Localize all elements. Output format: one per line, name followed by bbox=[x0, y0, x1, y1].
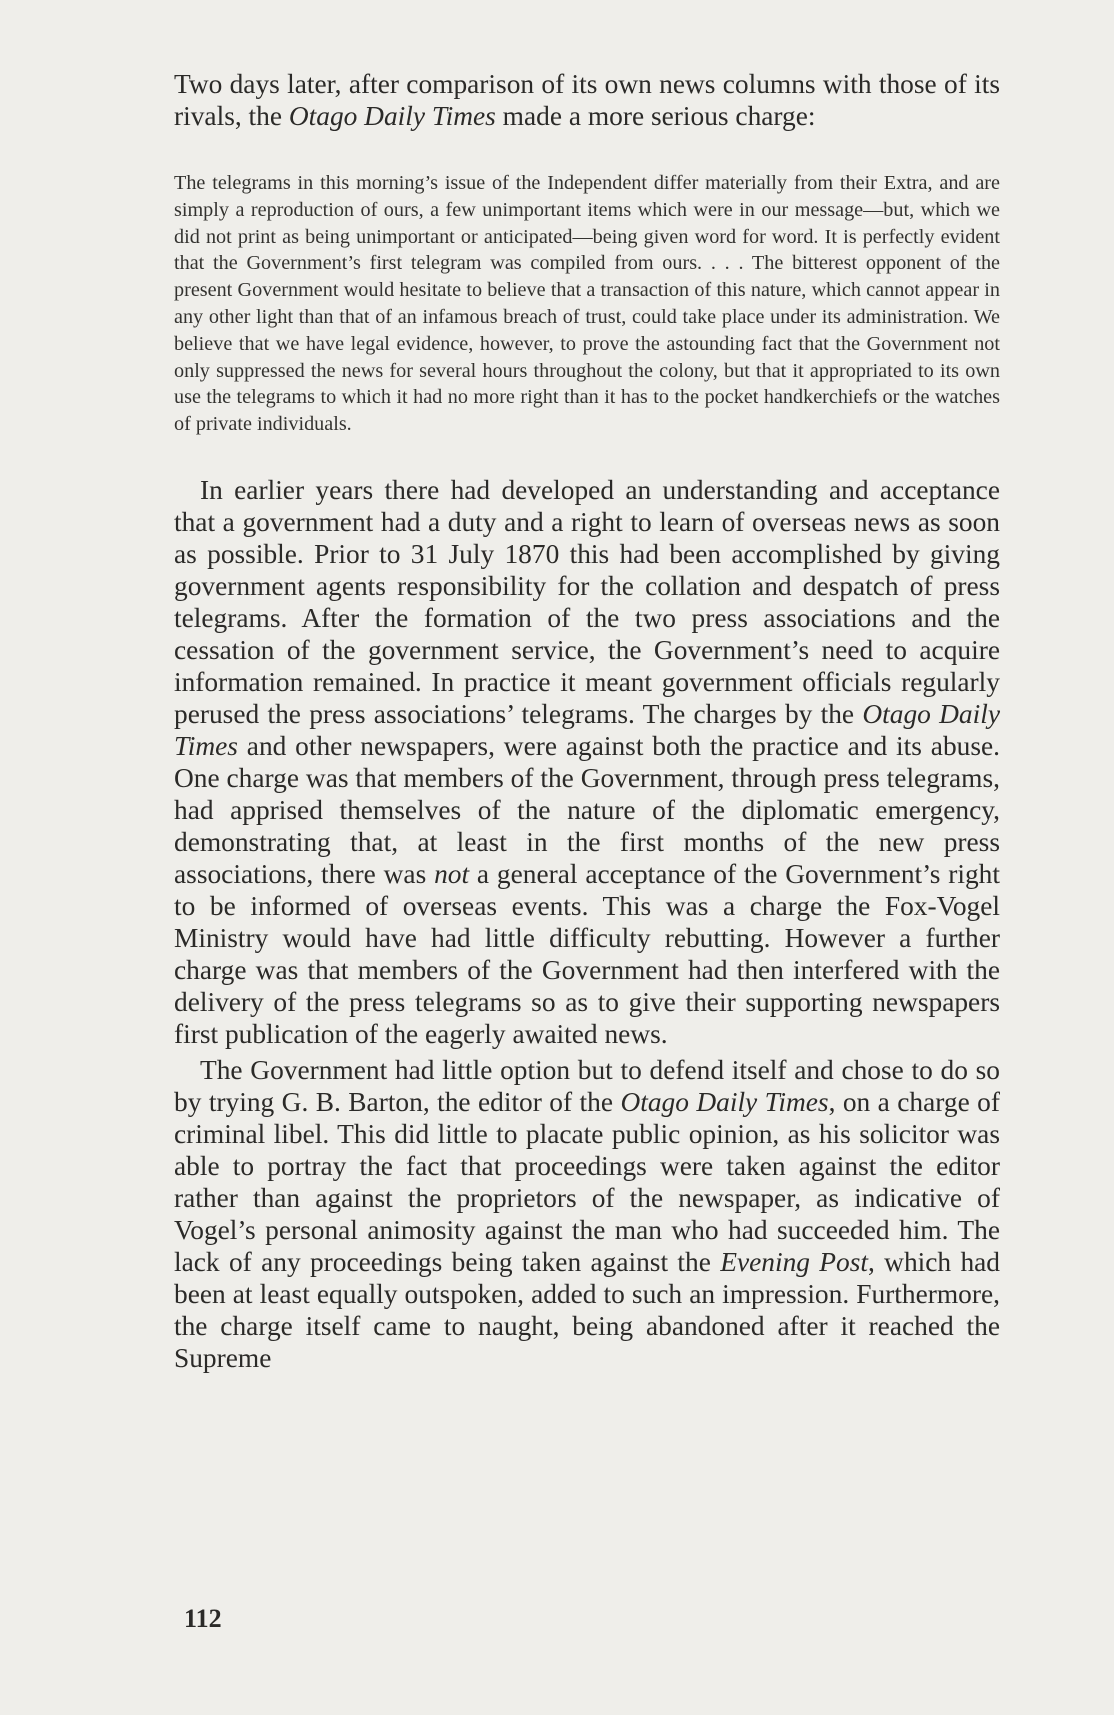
intro-text-1: Two days later, after comparison of its own news columns with those of its rivals, the bbox=[174, 69, 1000, 131]
para1-text-3: a general acceptance of the Government’s right to be informed of overseas events. This was a charge the Fox-Vogel Ministry would have had little difficulty rebutting. However a further charge was that members of the Government had then interfered with the delivery of the press telegrams so as to give their supporting newspapers first publication of the eagerly awaited news. bbox=[174, 858, 1000, 1049]
newspaper-title: Evening Post bbox=[720, 1246, 868, 1277]
para1-text-1: In earlier years there had developed an understanding and acceptance that a government had a duty and a right to learn of overseas news as soon as possible. Prior to 31 July 1870 this had been accomplished by giving government agents responsibility for the collation and despatch of press telegrams. After the formation of the two press associations and the cessation of the government service, the Government’s need to acquire information remained. In practice it meant government officials regularly perused the press associations’ telegrams. The charges by the bbox=[174, 474, 1000, 729]
page-number: 112 bbox=[184, 1604, 222, 1633]
para2-text-3: , which had been at least equally outspoken, added to such an impression. Furthermore, the charge itself came to naught, being abandoned after it reached the Supreme bbox=[174, 1246, 1001, 1373]
para2-text-1: The Government had little option but to defend itself and chose to do so by trying G. B. Barton, the editor of the bbox=[174, 1054, 1000, 1117]
newspaper-title: Otago Daily Times bbox=[620, 1086, 829, 1117]
intro-paragraph bbox=[174, 68, 1000, 132]
emphasis-not: not bbox=[434, 858, 470, 889]
intro-text-2: made a more serious charge: bbox=[495, 101, 816, 131]
body-paragraph-1 bbox=[174, 474, 1000, 1050]
para1-text-2: and other newspapers, were against both the practice and its abuse. One charge was that members of the Government, through press telegrams, had apprised themselves of the nature of the diplomatic emergency, demonstrating that, at least in the first months of the new press associations, there was bbox=[174, 730, 1000, 889]
block-quote: The telegrams in this morning’s issue of the Independent differ materially from their Extra, and are simply a reproduction of ours, a few unimportant items which were in our message—but, which we did not print as being unimportant or anticipated—being given word for word. It is perfectly evident that the Government’s first telegram was compiled from ours. . . . The bitterest opponent of the present Government would hesitate to believe that a transaction of this nature, which cannot appear in any other light than that of an infamous breach of trust, could take place under its administration. We believe that we have legal evidence, however, to prove the astounding fact that the Government not only suppressed the news for several hours throughout the colony, but that it appropriated to its own use the telegrams to which it had no more right than it has to the pocket handkerchiefs or the watches of private individuals. bbox=[174, 172, 1000, 436]
page-content bbox=[174, 68, 1000, 1374]
body-paragraph-2 bbox=[174, 1054, 1000, 1374]
newspaper-title: Otago Daily Times bbox=[174, 698, 1000, 761]
para2-text-2: , on a charge of criminal libel. This did little to placate public opinion, as his solicitor was able to portray the fact that proceedings were taken against the editor rather than against the proprietors of the newspaper, as indicative of Vogel’s personal animosity against the man who had succeeded him. The lack of any proceedings being taken against the bbox=[174, 1086, 1000, 1277]
newspaper-title: Otago Daily Times bbox=[288, 101, 496, 131]
